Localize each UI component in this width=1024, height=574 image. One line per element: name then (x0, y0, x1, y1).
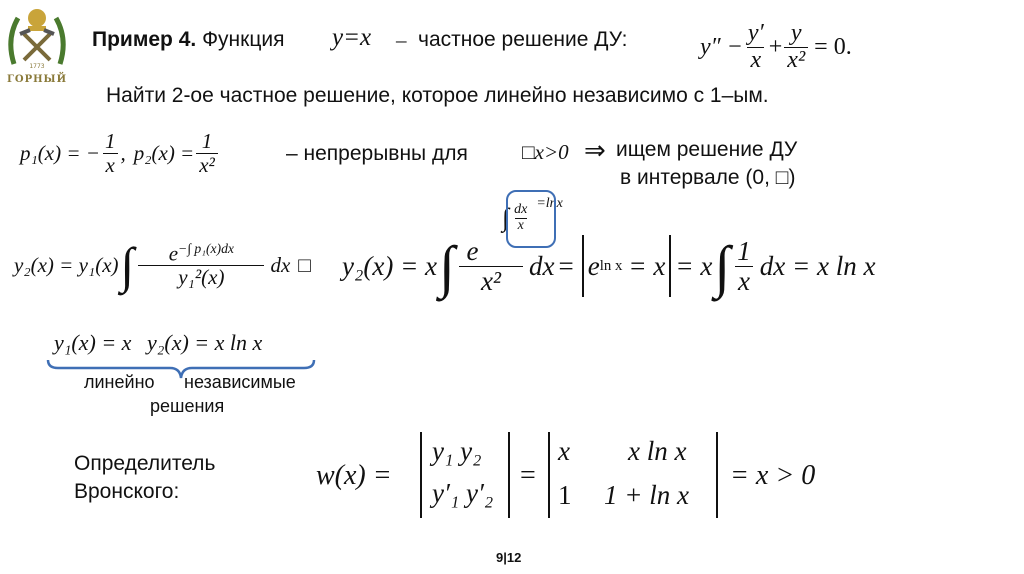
example-heading (92, 28, 284, 52)
formula2-integral-sign: ∫ (439, 233, 455, 299)
p1-comma: , (120, 140, 126, 165)
formula3-den: x (735, 266, 753, 295)
condition: □x>0 (522, 140, 569, 164)
ode-f2-num: y (790, 20, 802, 47)
wronskian-rhs: = x > 0 (730, 460, 816, 491)
function-label: Функция (202, 28, 285, 51)
p1-num: 1 (104, 129, 116, 154)
formula-power: −∫ p₁(x)dx (178, 241, 234, 257)
formula2-lhs: y₂(x) = x (342, 250, 438, 281)
formula-integral-sign: ∫ (120, 237, 135, 293)
wronskian-lhs: w(x) = (316, 460, 392, 491)
p2-num: 1 (201, 129, 213, 154)
note-integral-sign: ∫ (502, 203, 510, 232)
p1-den: x (103, 153, 118, 176)
solutions-label-1: линейно (84, 372, 155, 392)
ode-fraction-1 (745, 21, 767, 72)
formula-part-2 (342, 218, 875, 314)
abs-power: ln x (599, 257, 623, 274)
det1-y1-prime: y′₁ (432, 478, 460, 508)
page-number: 9|12 (496, 550, 522, 565)
abs-bar-right (669, 235, 671, 297)
formula3-fraction (734, 237, 754, 295)
formula-arrow: □ (298, 252, 311, 277)
university-logo (4, 4, 70, 90)
det1-y1: y₁ (432, 436, 454, 466)
det1-row-1 (432, 436, 482, 467)
formula3-tail: dx = x ln x (759, 250, 876, 281)
det1-bar-left (420, 432, 422, 518)
search-line-1: ищем решение ДУ (616, 138, 798, 161)
abs-e: e (587, 250, 600, 281)
det1-y2-prime: y′₂ (466, 478, 494, 508)
search-line-2: в интервале (0, □) (620, 166, 796, 189)
coefficients (20, 118, 220, 188)
ode-equation (700, 12, 852, 82)
det1-bar-right (508, 432, 510, 518)
ode-lead: y″ − (700, 33, 743, 60)
formula2-after: = x (675, 250, 713, 281)
solution-y2: y₂(x) = x ln x (146, 330, 263, 355)
ode-f1-den: x (747, 47, 764, 73)
det2-one-plus-lnx: 1 + ln x (604, 480, 689, 510)
formula2-fraction (459, 237, 523, 295)
example-number: Пример 4. (92, 28, 197, 51)
det1-row-2 (432, 478, 493, 509)
det1-y2: y₂ (460, 436, 482, 466)
wronskian-label-2: Вронского: (74, 480, 180, 503)
det2-x: x (558, 436, 570, 466)
abs-rhs: = x (628, 250, 666, 281)
ode-plus: + (768, 33, 783, 60)
abs-bar-left (582, 235, 584, 297)
implies-icon: ⇒ (584, 136, 606, 165)
formula3-num: 1 (737, 236, 751, 267)
ode-rhs: = 0. (814, 33, 852, 60)
note-den: x (515, 218, 527, 234)
logo-caption: ГОРНЫЙ (6, 74, 68, 85)
det2-xlnx: x ln x (628, 436, 687, 466)
formula2-e: e (466, 236, 479, 267)
solutions-line (54, 330, 262, 356)
det2-bar-left (548, 432, 550, 518)
p2-lhs: p₂(x) = (133, 140, 195, 165)
logo-year: 1773 (29, 63, 45, 70)
p2-fraction (196, 130, 218, 175)
note-rhs: =lnx (536, 196, 563, 211)
note-num: dx (514, 201, 528, 217)
header-dash: – (396, 28, 407, 52)
continuity-text: – непрерывны для (286, 142, 468, 165)
det2-bar-right (716, 432, 718, 518)
det2-one: 1 (558, 480, 572, 510)
p2-den: x² (196, 153, 218, 176)
formula-den: y₁²(x) (138, 265, 264, 288)
solutions-label-2: независимые (184, 372, 296, 392)
formula-lhs: y₂(x) = y₁(x) (14, 252, 119, 277)
p1-lhs: p₁(x) = − (20, 140, 100, 165)
formula2-den: x² (459, 266, 523, 295)
formula-num (166, 242, 237, 265)
formula2-eq: = (558, 250, 574, 281)
solution-y1: y₁(x) = x (54, 330, 132, 355)
formula-part-1 (14, 220, 311, 310)
formula-dx: dx (270, 252, 291, 277)
wronskian-label-1: Определитель (74, 452, 216, 475)
ode-f1-num: y′ (747, 20, 764, 47)
formula-e: e (168, 241, 179, 266)
solutions-label-3: решения (150, 396, 225, 416)
formula3-integral-sign: ∫ (714, 233, 731, 299)
p1-fraction (102, 130, 119, 175)
emblem-icon (4, 4, 70, 74)
formula2-dx: dx (529, 250, 555, 281)
function-expression: y=x (332, 24, 372, 51)
header-text: частное решение ДУ: (418, 28, 628, 51)
ode-f2-den: x² (784, 47, 808, 73)
task-text: Найти 2-ое частное решение, которое линейно независимо с 1–ым. (106, 84, 769, 107)
ode-fraction-2 (784, 21, 808, 72)
formula-fraction (138, 242, 264, 288)
wronskian-eq: = (520, 460, 536, 491)
